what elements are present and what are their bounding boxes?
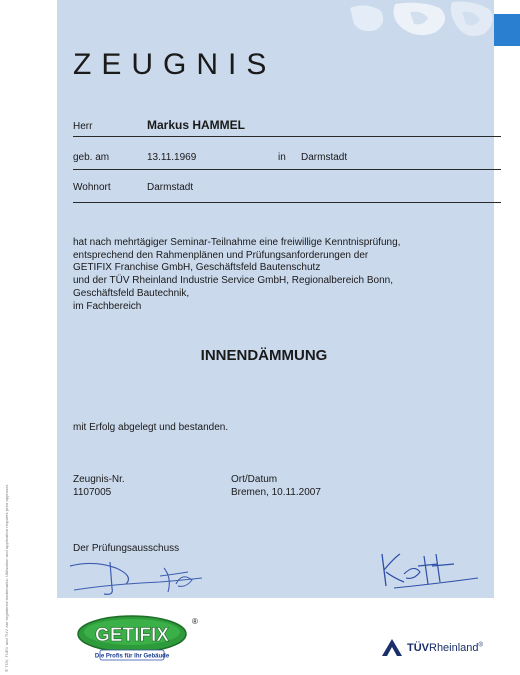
birthplace: Darmstadt (301, 152, 348, 163)
salutation-label: Herr (73, 121, 93, 132)
residence: Darmstadt (147, 182, 194, 193)
signature-examiner (374, 548, 484, 592)
result-text: mit Erfolg abgelegt und bestanden. (73, 422, 229, 433)
birthplace-label: in (278, 152, 286, 163)
birth-date: 13.11.1969 (147, 152, 197, 163)
tuv-rheinland-logo (407, 642, 483, 654)
divider-line (73, 169, 501, 170)
body-line: entsprechend den Rahmenplänen und Prüfungsanforderungen der (73, 249, 369, 261)
getifix-logo (76, 612, 200, 664)
subject-heading: INNENDÄMMUNG (200, 347, 328, 364)
divider-line (73, 136, 501, 137)
place-date: Bremen, 10.11.2007 (231, 487, 321, 498)
divider-line (73, 202, 501, 203)
birth-date-label: geb. am (73, 152, 110, 163)
certificate-body (73, 237, 493, 313)
registered-mark: ® (192, 617, 198, 626)
body-line: hat nach mehrtägiger Seminar-Teilnahme eine freiwillige Kenntnisprüfung, (73, 237, 401, 248)
residence-label: Wohnort (73, 182, 111, 193)
certificate-number-label: Zeugnis-Nr. (73, 474, 125, 485)
body-line: GETIFIX Franchise GmbH, Geschäftsfeld Bautenschutz (73, 262, 321, 274)
world-map-graphic (340, 0, 505, 44)
signature-committee (64, 554, 214, 604)
holder-name: Markus HAMMEL (147, 118, 246, 132)
tuv-name: Rheinland (429, 642, 479, 654)
trademark-note: ® TÜV, TUEV and TUV are registered trademarks. Utilisation and application requires prior approval. (4, 484, 9, 672)
certificate-title: ZEUGNIS (73, 48, 277, 81)
body-line: Geschäftsfeld Bautechnik, (73, 287, 190, 299)
getifix-wordmark: GETIFIX (95, 625, 169, 646)
place-date-label: Ort/Datum (231, 474, 278, 485)
tuv-registered-mark: ® (478, 642, 483, 649)
body-line: im Fachbereich (73, 300, 142, 312)
tuv-prefix: TÜV (407, 642, 429, 654)
body-line: und der TÜV Rheinland Industrie Service GmbH, Regionalbereich Bonn, (73, 275, 393, 287)
certificate-number: 1107005 (73, 487, 112, 498)
getifix-tagline: Die Profis für Ihr Gebäude (94, 653, 170, 660)
committee-label: Der Prüfungsausschuss (73, 543, 180, 554)
